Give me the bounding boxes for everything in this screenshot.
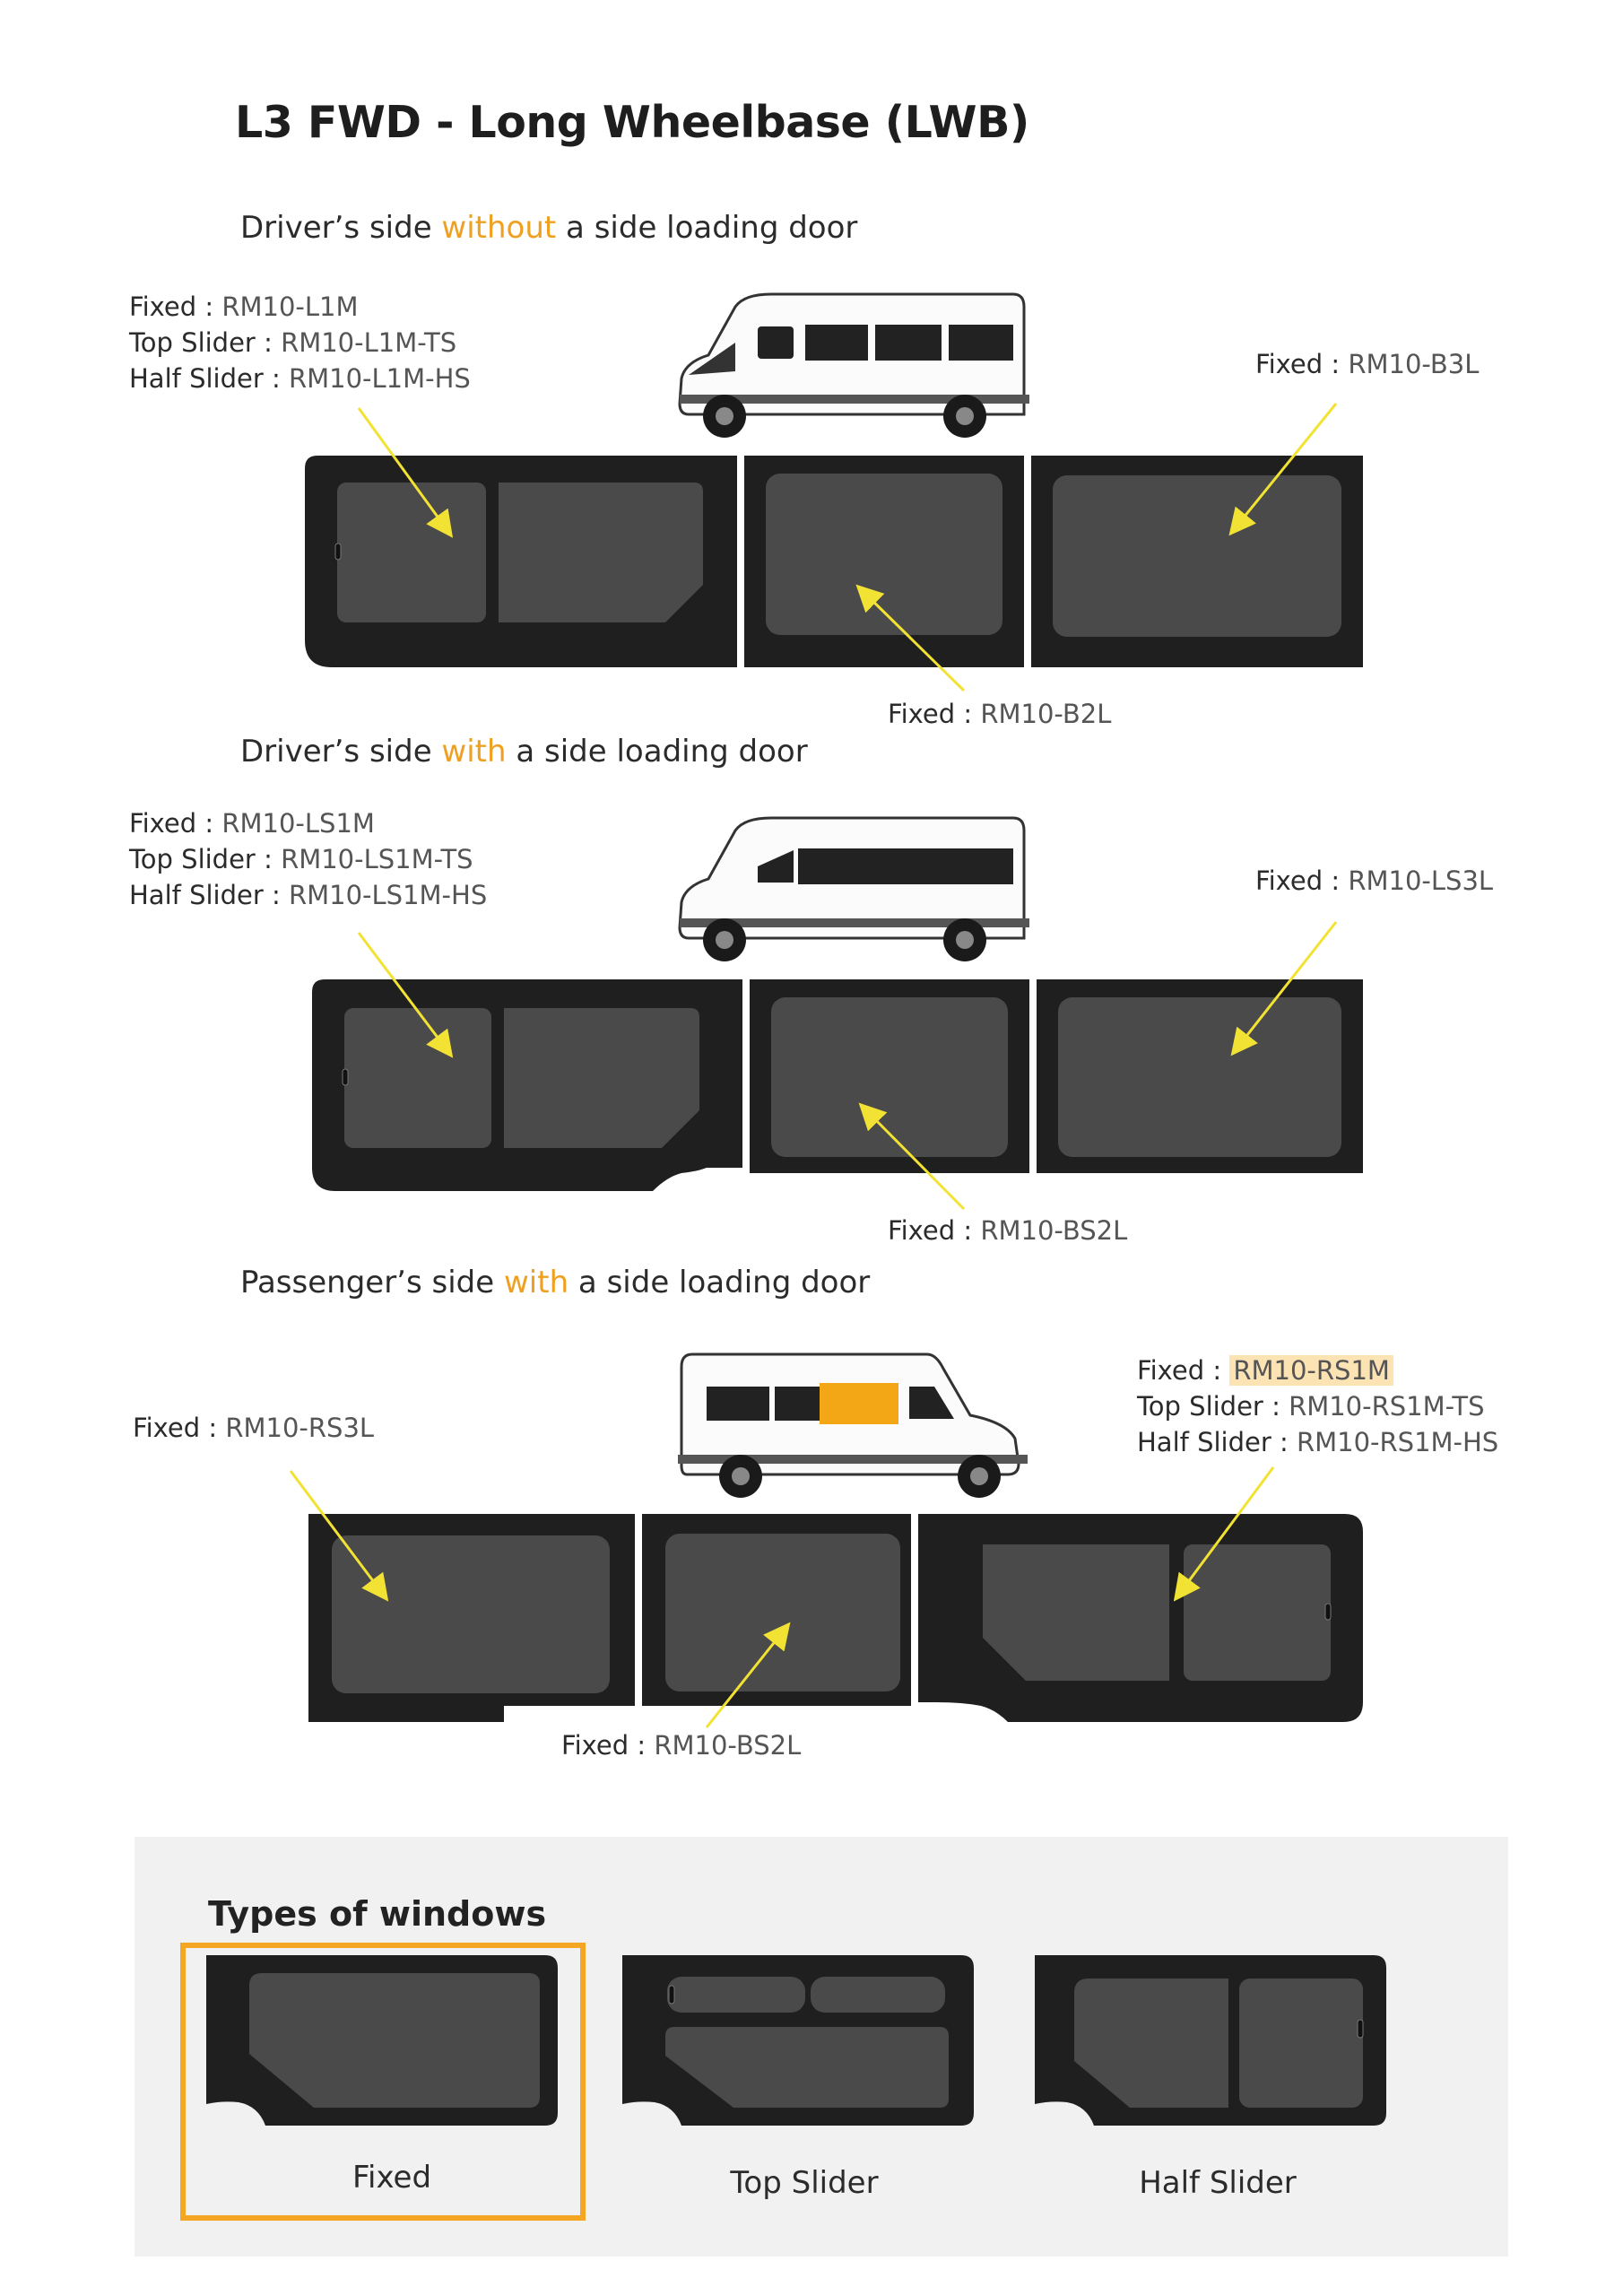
label-middle-window-code: Fixed : RM10-B2L [888, 699, 1112, 729]
types-panel-title: Types of windows [208, 1894, 547, 1934]
section-heading-driver-with-door: Driver’s side with a side loading door [240, 734, 808, 770]
section-heading-passenger-with-door: Passenger’s side with a side loading door [240, 1265, 871, 1300]
fixed-window-icon [206, 1955, 558, 2131]
type-label-fixed: Fixed [352, 2160, 432, 2196]
types-of-windows-panel [135, 1837, 1508, 2257]
label-front-window-codes: Fixed : RM10-LS1M Top Slider : RM10-LS1M-TS Half Slider : RM10-LS1M-HS [129, 808, 488, 910]
label-middle-window-code: Fixed : RM10-BS2L [561, 1730, 802, 1761]
label-rear-window-code: Fixed : RM10-LS3L [1255, 865, 1494, 896]
label-rear-window-code: Fixed : RM10-B3L [1255, 349, 1480, 379]
label-middle-window-code: Fixed : RM10-BS2L [888, 1215, 1128, 1246]
type-label-half-slider: Half Slider [1139, 2165, 1297, 2201]
top-slider-window-icon [622, 1955, 974, 2131]
label-front-window-codes: Fixed : RM10-L1M Top Slider : RM10-L1M-TS Half Slider : RM10-L1M-HS [129, 291, 471, 394]
half-slider-window-icon [1035, 1955, 1386, 2131]
section-heading-driver-without-door: Driver’s side without a side loading door [240, 210, 858, 246]
page-title: L3 FWD - Long Wheelbase (LWB) [235, 97, 1029, 148]
label-rear-window-code: Fixed : RM10-RS3L [133, 1413, 375, 1443]
type-label-top-slider: Top Slider [730, 2165, 879, 2201]
label-front-window-codes: Fixed : RM10-RS1M Top Slider : RM10-RS1M-TS Half Slider : RM10-RS1M-HS [1137, 1355, 1499, 1457]
